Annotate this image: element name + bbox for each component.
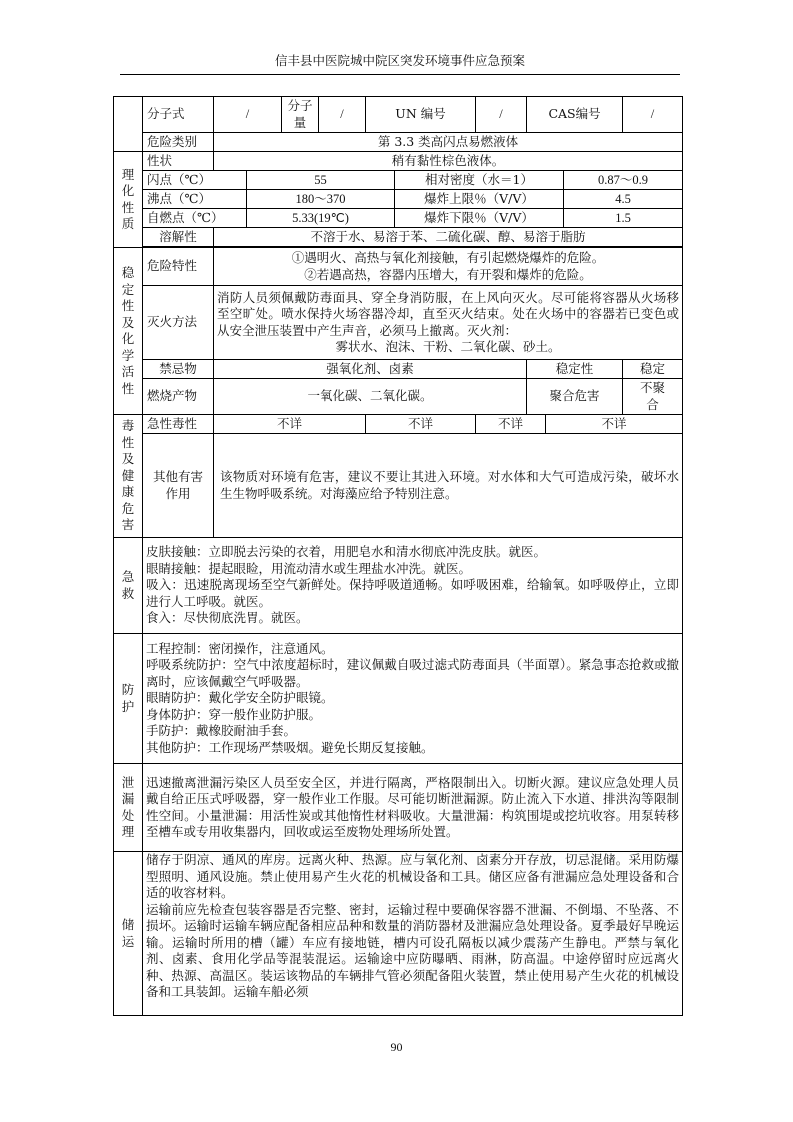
un-label: UN 编号 — [366, 97, 476, 133]
hazard-class-value: 第 3.3 类高闪点易燃液体 — [214, 133, 683, 152]
autoignition-value: 5.33(19℃) — [247, 209, 395, 228]
appearance-value: 稍有黏性棕色液体。 — [214, 152, 683, 171]
upper-limit-value: 4.5 — [564, 190, 683, 209]
chemical-safety-table — [113, 96, 683, 1016]
protection-text: 工程控制：密闭操作，注意通风。 呼吸系统防护：空气中浓度超标时，建议佩戴自吸过滤式防毒面具（半面罩）。紧急事态抢救或撤离时，应该佩戴空气呼吸器。 眼睛防护：戴化学安全防护眼镜。 身体防护：穿一般作业防护服。 手防护：戴橡胶耐油手套。 其他防护：工作现场严禁吸烟。避免长期反复接触。 — [143, 634, 683, 764]
acute-toxicity-value-2: 不详 — [366, 415, 476, 434]
appearance-label: 性状 — [143, 152, 214, 171]
combustion-products-value: 一氧化碳、二氧化碳。 — [214, 379, 527, 415]
table-row — [114, 152, 683, 171]
acute-toxicity-label: 急性毒性 — [143, 415, 214, 434]
table-row — [114, 538, 683, 634]
acute-toxicity-value-1: 不详 — [214, 415, 366, 434]
table-row — [114, 852, 683, 1016]
combustion-products-label: 燃烧产物 — [143, 379, 214, 415]
section-protection: 防 护 — [114, 634, 143, 764]
incompatible-label: 禁忌物 — [143, 360, 214, 379]
section-phys-chem: 理 化 性 质 — [114, 152, 143, 248]
polymerization-value: 不聚 合 — [623, 379, 683, 415]
table-row — [114, 764, 683, 852]
polymerization-label: 聚合危害 — [527, 379, 623, 415]
table-row — [114, 286, 683, 360]
weight-label: 分子 量 — [282, 97, 319, 133]
table-row — [114, 209, 683, 228]
density-value: 0.87～0.9 — [564, 171, 683, 190]
page-header: 信丰县中医院城中院区突发环境事件应急预案 — [120, 48, 680, 75]
hazard-feature-label: 危险特性 — [143, 248, 214, 286]
upper-limit-label: 爆炸上限％（V/V） — [395, 190, 564, 209]
table-row — [114, 97, 683, 133]
hazard-class-label: 危险类别 — [143, 133, 214, 152]
lower-limit-label: 爆炸下限％（V/V） — [395, 209, 564, 228]
acute-toxicity-value-4: 不详 — [546, 415, 683, 434]
solubility-value: 不溶于水、易溶于苯、二硫化碳、醇、易溶于脂肪 — [214, 228, 683, 247]
table-row — [114, 228, 683, 247]
section-stability: 稳 定 性 及 化 学 活 性 — [114, 248, 143, 415]
fire-method-label: 灭火方法 — [143, 286, 214, 360]
acute-toxicity-value-3: 不详 — [476, 415, 546, 434]
hazard-feature-value: ①遇明火、高热与氧化剂接触，有引起燃烧爆炸的危险。 ②若遇高热，容器内压增大，有开裂和爆炸的危险。 — [214, 248, 683, 286]
formula-value: / — [214, 97, 282, 133]
table-row — [114, 379, 683, 415]
incompatible-value: 强氧化剂、卤素 — [214, 360, 527, 379]
boiling-point-label: 沸点（℃） — [143, 190, 247, 209]
cas-label: CAS编号 — [527, 97, 623, 133]
table-row — [114, 133, 683, 152]
table-row — [114, 634, 683, 764]
cas-value: / — [623, 97, 683, 133]
section-toxicity: 毒 性 及 健 康 危 害 — [114, 415, 143, 538]
formula-label: 分子式 — [143, 97, 214, 133]
first-aid-text: 皮肤接触：立即脱去污染的衣着，用肥皂水和清水彻底冲洗皮肤。就医。 眼睛接触：提起眼睑，用流动清水或生理盐水冲洗。就医。 吸入：迅速脱离现场至空气新鲜处。保持呼吸道通畅。如呼吸困难，给输氧。如呼吸停止，立即进行人工呼吸。就医。 食入：尽快彻底洗胃。就医。 — [143, 538, 683, 634]
fire-method-value: 消防人员须佩戴防毒面具、穿全身消防服，在上风向灭火。尽可能将容器从火场移至空旷处。喷水保持火场容器冷却，直至灭火结束。处在火场中的容器若已变色或从安全泄压装置中产生声音，必须马上撤离。灭火剂： 雾状水、泡沫、干粉、二氧化碳、砂土。 — [214, 286, 683, 360]
autoignition-label: 自燃点（℃） — [143, 209, 247, 228]
section-leak: 泄 漏 处 理 — [114, 764, 143, 852]
flash-point-label: 闪点（℃） — [143, 171, 247, 190]
boiling-point-value: 180～370 — [247, 190, 395, 209]
section-first-aid: 急 救 — [114, 538, 143, 634]
lower-limit-value: 1.5 — [564, 209, 683, 228]
stability-value: 稳定 — [623, 360, 683, 379]
un-value: / — [476, 97, 527, 133]
flash-point-value: 55 — [247, 171, 395, 190]
stability-label: 稳定性 — [527, 360, 623, 379]
table-row — [114, 360, 683, 379]
blank-section-cell — [114, 97, 143, 152]
table-row — [114, 190, 683, 209]
other-harm-value: 该物质对环境有危害，建议不要让其进入环境。对水体和大气可造成污染，破坏水生生物呼吸系统。对海藻应给予特别注意。 — [214, 434, 683, 538]
storage-text: 储存于阴凉、通风的库房。远离火种、热源。应与氧化剂、卤素分开存放，切忌混储。采用防爆型照明、通风设施。禁止使用易产生火花的机械设备和工具。储区应备有泄漏应急处理设备和合适的收容材料。 运输前应先检查包装容器是否完整、密封，运输过程中要确保容器不泄漏、不倒塌、不坠落、不损坏。运输时运输车辆应配备相应品种和数量的消防器材及泄漏应急处理设备。夏季最好早晚运输。运输时所用的槽（罐）车应有接地链，槽内可设孔隔板以减少震荡产生静电。严禁与氧化剂、卤素、食用化学品等混装混运。运输途中应防曝晒、雨淋，防高温。中途停留时应远离火种、热源、高温区。装运该物品的车辆排气管必须配备阻火装置，禁止使用易产生火花的机械设备和工具装卸。运输车船必须 — [143, 852, 683, 1016]
density-label: 相对密度（水＝1） — [395, 171, 564, 190]
table-row — [114, 434, 683, 538]
leak-text: 迅速撤离泄漏污染区人员至安全区，并进行隔离，严格限制出入。切断火源。建议应急处理人员戴自给正压式呼吸器，穿一般作业工作服。尽可能切断泄漏源。防止流入下水道、排洪沟等限制性空间。小量泄漏：用活性炭或其他惰性材料吸收。大量泄漏：构筑围堤或挖坑收容。用泵转移至槽车或专用收集器内，回收或运至废物处理场所处置。 — [143, 764, 683, 852]
weight-value: / — [319, 97, 366, 133]
page-number: 90 — [390, 1040, 403, 1054]
section-storage: 储 运 — [114, 852, 143, 1016]
solubility-label: 溶解性 — [143, 228, 214, 247]
table-row — [114, 248, 683, 286]
table-row — [114, 415, 683, 434]
table-row — [114, 171, 683, 190]
other-harm-label: 其他有害 作用 — [143, 434, 214, 538]
